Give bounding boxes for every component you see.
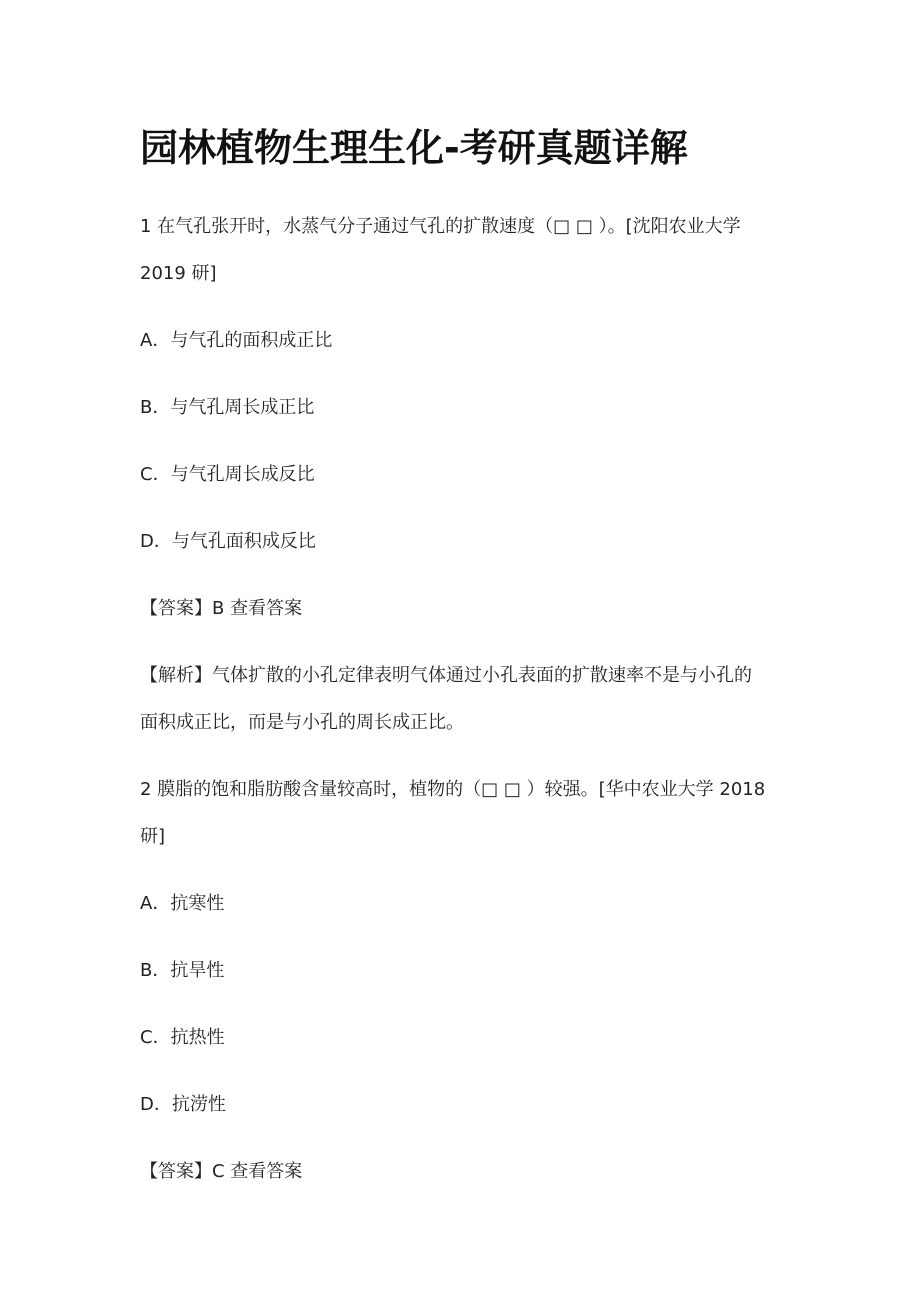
question-2-option-d: D．抗涝性 [140,1094,226,1115]
text-line: 2 膜脂的饱和脂肪酸含量较高时，植物的（□ □ ）较强。[华中农业大学 2018 [140,779,766,800]
question-1-analysis [140,652,800,746]
question-2-option-c: C．抗热性 [140,1027,225,1048]
question-2-answer: 【答案】C 查看答案 [140,1161,303,1182]
text-line: 2019 研] [140,263,217,284]
question-1-option-a: A．与气孔的面积成正比 [140,330,333,351]
text-line: 1 在气孔张开时，水蒸气分子通过气孔的扩散速度（□ □ ）。[沈阳农业大学 [140,216,741,237]
question-1-option-c: C．与气孔周长成反比 [140,464,315,485]
question-1-stem [140,203,800,297]
question-2-option-a: A．抗寒性 [140,893,225,914]
question-2-option-b: B．抗旱性 [140,960,225,981]
question-1-option-b: B．与气孔周长成正比 [140,397,315,418]
document-title: 园林植物生理生化-考研真题详解 [140,126,688,170]
text-line: 面积成正比，而是与小孔的周长成正比。 [140,712,464,733]
question-1-answer: 【答案】B 查看答案 [140,598,303,619]
text-line: 研] [140,826,166,847]
question-1-option-d: D．与气孔面积成反比 [140,531,316,552]
question-2-stem [140,766,800,860]
text-line: 【解析】气体扩散的小孔定律表明气体通过小孔表面的扩散速率不是与小孔的 [140,665,752,686]
document-body [140,203,800,1215]
